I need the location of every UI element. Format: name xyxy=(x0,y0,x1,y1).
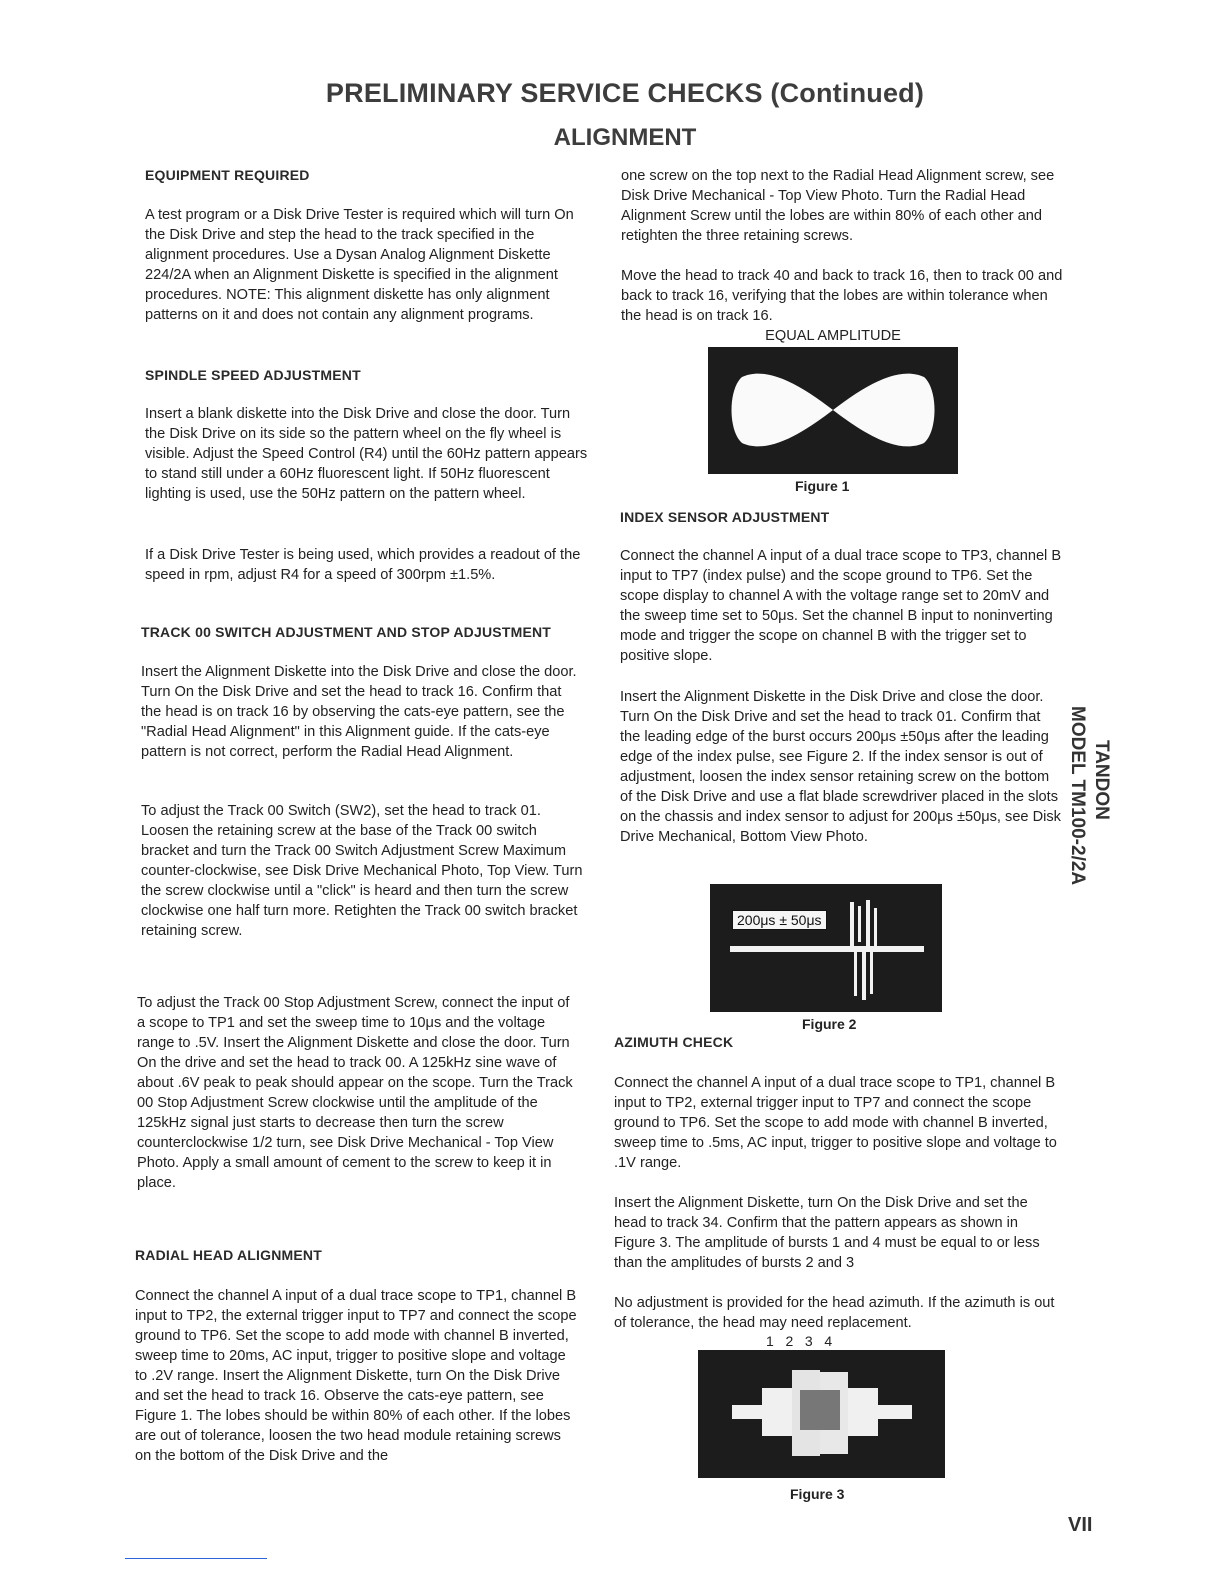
track-text-1: Insert the Alignment Diskette into the Disk Drive and close the door. Turn On the Disk Drive and set the head to track 16. Confirm that the head is on track 16 by observing the cats-eye pattern, see the "Radial Head Alignment" in this Alignment guide. If the cats-eye pattern is not correct, perform the Radial Head Alignment. xyxy=(141,664,577,760)
page-title: PRELIMINARY SERVICE CHECKS (Continued) xyxy=(325,78,925,108)
track-heading: TRACK 00 SWITCH ADJUSTMENT AND STOP ADJUSTMENT xyxy=(141,624,552,640)
cats-eye-pattern xyxy=(708,347,958,474)
azimuth-heading: AZIMUTH CHECK xyxy=(614,1034,734,1050)
page-number: VII xyxy=(1068,1514,1093,1536)
spindle-text-2: If a Disk Drive Tester is being used, which provides a readout of the speed in rpm, adjust R4 for a speed of 300rpm ±1.5%. xyxy=(145,547,581,583)
side-brand: TANDON xyxy=(1091,740,1112,820)
figure-2-label: 200μs ± 50μs xyxy=(732,910,827,930)
equipment-heading: EQUIPMENT REQUIRED xyxy=(145,167,310,183)
section-title: ALIGNMENT xyxy=(553,124,697,151)
side-label xyxy=(1056,706,1156,940)
spindle-text-1: Insert a blank diskette into the Disk Drive and close the door. Turn the Disk Drive on its side so the pattern wheel on the fly wheel is visible. Adjust the Speed Control (R4) until the 60Hz pattern appears to stand still under a 60Hz fluorescent light. If 50Hz fluorescent lighting is used, use the 50Hz pattern on the pattern wheel. xyxy=(145,406,588,502)
figure-2-image xyxy=(710,884,942,1012)
figure-1-label: EQUAL AMPLITUDE xyxy=(765,328,901,344)
azimuth-burst-pattern xyxy=(698,1350,945,1478)
figure-2-caption: Figure 2 xyxy=(802,1016,857,1032)
figure-1-caption: Figure 1 xyxy=(795,478,850,494)
figure-1-image xyxy=(708,347,958,474)
radial-cont-text: one screw on the top next to the Radial Head Alignment screw, see Disk Drive Mechanical - Top View Photo. Turn the Radial Head Alignment Screw until the lobes are within 80% of each other and retighten the three retaining screws. xyxy=(621,168,1055,244)
index-text-2: Insert the Alignment Diskette in the Disk Drive and close the door. Turn On the Disk Drive and set the head to track 01. Confirm that the leading edge of the burst occurs 200μs ±50μs after the leading edge of the index pulse, see Figure 2. If the index sensor is out of adjustment, loosen the index sensor retaining screw on the bottom of the Disk Drive and use a flat blade screwdriver placed in the slots on the chassis and index sensor to adjust for 200μs ±50μs, see Disk Drive Mechanical, Bottom View Photo. xyxy=(620,689,1061,845)
track-text-3: To adjust the Track 00 Stop Adjustment Screw, connect the input of a scope to TP1 and set the sweep time to 10μs and the voltage range to .5V. Insert the Alignment Diskette and close the door. Turn On the drive and set the head to track 00. A 125kHz sine wave of about .6V peak to peak should appear on the scope. Turn the Track 00 Stop Adjustment Screw clockwise until the amplitude of the 125kHz signal just starts to decrease then turn the screw counterclockwise 1/2 turn, see Disk Drive Mechanical - Top View Photo. Apply a small amount of cement to the screw to keep it in place. xyxy=(137,995,573,1191)
equipment-text: A test program or a Disk Drive Tester is required which will turn On the Disk Drive and step the head to the track specified in the alignment procedures. Use a Dysan Analog Alignment Diskette 224/2A when an Alignment Diskette is specified in the alignment procedures. NOTE: This alignment diskette has only alignment patterns on it and does not contain any alignment programs. xyxy=(145,207,574,323)
footer-divider xyxy=(125,1558,267,1559)
figure-3-burst-labels: 1 2 3 4 xyxy=(766,1333,833,1349)
index-heading: INDEX SENSOR ADJUSTMENT xyxy=(620,509,830,525)
spindle-heading: SPINDLE SPEED ADJUSTMENT xyxy=(145,367,361,383)
figure-3-caption: Figure 3 xyxy=(790,1486,845,1502)
azimuth-text-3: No adjustment is provided for the head azimuth. If the azimuth is out of tolerance, the head may need replacement. xyxy=(614,1295,1055,1331)
radial-cont-text-2: Move the head to track 40 and back to track 16, then to track 00 and back to track 16, verifying that the lobes are within tolerance when the head is on track 16. xyxy=(621,268,1063,324)
track-text-2: To adjust the Track 00 Switch (SW2), set the head to track 01. Loosen the retaining screw at the base of the Track 00 switch bracket and turn the Track 00 Switch Adjustment Screw Maximum counter-clockwise, see Disk Drive Mechanical Photo, Top View. Turn the screw clockwise until a "click" is heard and then turn the screw clockwise one half turn more. Retighten the Track 00 switch bracket retaining screw. xyxy=(141,803,583,939)
radial-heading: RADIAL HEAD ALIGNMENT xyxy=(135,1247,322,1263)
azimuth-text-1: Connect the channel A input of a dual trace scope to TP1, channel B input to TP2, external trigger input to TP7 and connect the scope ground to TP6. Set the scope to add mode with channel B inverted, sweep time to .5ms, AC input, trigger to positive slope and voltage to .1V range. xyxy=(614,1075,1057,1171)
index-text-1: Connect the channel A input of a dual trace scope to TP3, channel B input to TP7 (index pulse) and the scope ground to TP6. Set the scope display to channel A with the voltage range set to 20mV and the sweep time set to 50μs. Set the channel B input to noninverting mode and trigger the scope on channel B with the trigger set to positive slope. xyxy=(620,548,1062,664)
azimuth-text-2: Insert the Alignment Diskette, turn On the Disk Drive and set the head to track 34. Confirm that the pattern appears as shown in Figure 3. The amplitude of bursts 1 and 4 must be equal to or less than the amplitudes of bursts 2 and 3 xyxy=(614,1195,1040,1271)
index-burst-pattern xyxy=(710,884,942,1012)
radial-text: Connect the channel A input of a dual trace scope to TP1, channel B input to TP2, the external trigger input to TP7 and connect the scope ground to TP6. Set the scope to add mode with channel B inverted, sweep time to 20ms, AC input, trigger to positive slope and voltage to .2V range. Insert the Alignment Diskette, turn On the Disk Drive and set the head to track 16. Observe the cats-eye pattern, see Figure 1. The lobes should be within 80% of each other. If the lobes are out of tolerance, loosen the two head module retaining screws on the bottom of the Disk Drive and the xyxy=(135,1288,577,1464)
figure-3-image xyxy=(698,1350,945,1478)
side-model: MODEL TM100-2/2A xyxy=(1067,706,1088,886)
